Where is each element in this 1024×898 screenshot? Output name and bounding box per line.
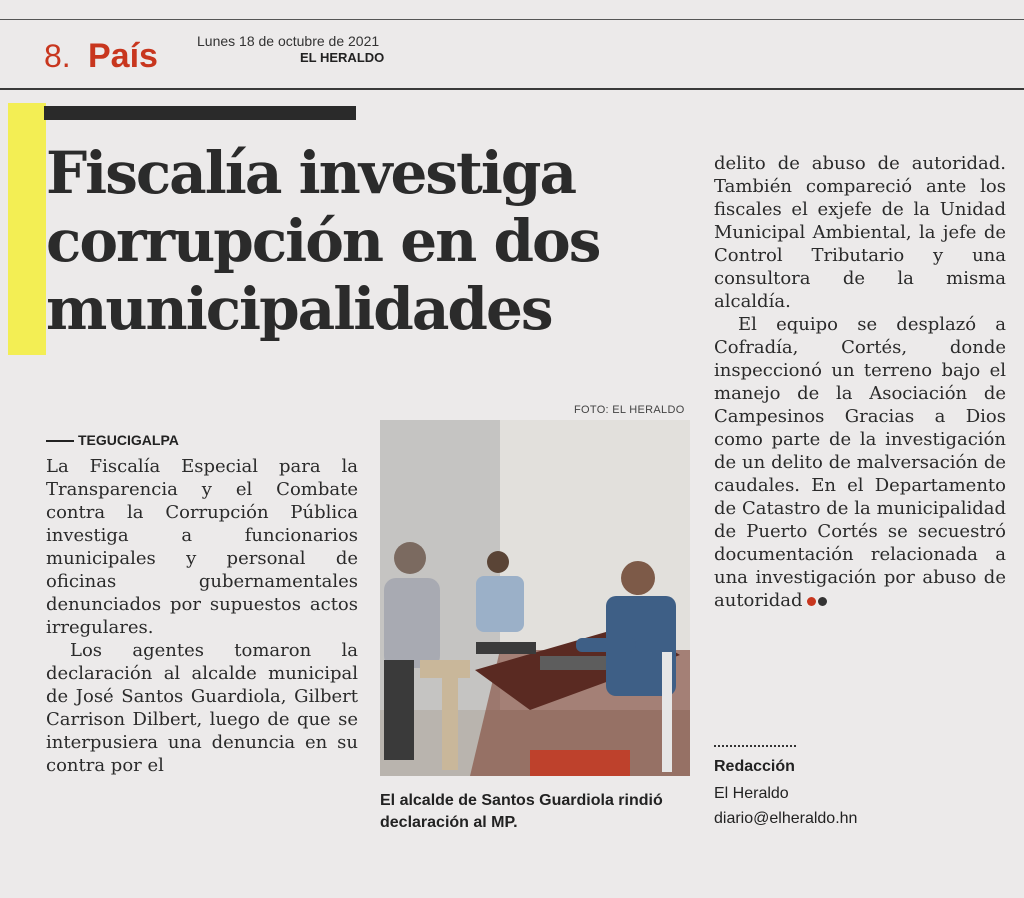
dateline (46, 432, 179, 448)
headline-line: municipalidades (46, 275, 552, 343)
byline-outlet: El Heraldo (714, 785, 789, 802)
body-paragraph: delito de abuso de autoridad. También compareció ante los fiscales el exjefe de la Unidad Municipal Ambiental, la jefe de Control Tributario y una consultora de la misma alcaldía. (714, 153, 1006, 312)
headline-line: corrupción en dos (46, 207, 600, 275)
photo-credit: FOTO: EL HERALDO (574, 404, 685, 416)
header-rule (0, 88, 1024, 90)
body-paragraph: Los agentes tomaron la declaración al alcalde municipal de José Santos Guardiola, Gilbert Carrison Dilbert, luego de que se interpusiera una denuncia en su contra por el (46, 640, 358, 776)
section-title: País (88, 37, 158, 75)
byline-email: diario@elheraldo.hn (714, 810, 858, 827)
article-photo (380, 420, 690, 776)
meeting-photo-illustration (380, 420, 690, 776)
issue-date: Lunes 18 de octubre de 2021 (197, 33, 380, 49)
headline-line: Fiscalía investiga (46, 139, 576, 207)
dateline-bar (46, 440, 74, 442)
headline-bar (44, 106, 356, 120)
dateline-text: TEGUCIGALPA (78, 432, 179, 448)
signature-divider (714, 745, 796, 747)
page-number: 8. (44, 38, 71, 74)
end-mark-icon (807, 597, 816, 606)
headline (46, 139, 686, 343)
top-rule (0, 19, 1024, 20)
body-column-3 (714, 152, 1006, 612)
byline-label: Redacción (714, 758, 795, 775)
body-paragraph-end (714, 313, 1006, 612)
body-column-1 (46, 455, 358, 777)
end-mark-icon (818, 597, 827, 606)
body-paragraph-text: El equipo se desplazó a Cofradía, Cortés, donde inspeccionó un terreno bajo el manejo de la Asociación de Campesinos Gracias a Dios como parte de la investigación de un delito de malversación de caudales. En el Departamento de Catastro de la municipalidad de Puerto Cortés se secuestró documentación relacionada a una investigación por abuso de autoridad (714, 314, 1006, 611)
body-paragraph: La Fiscalía Especial para la Transparencia y el Combate contra la Corrupción Pública investiga a funcionarios municipales y personal de oficinas gubernamentales denunciados por supuestos actos irregulares. (46, 456, 358, 638)
photo-caption: El alcalde de Santos Guardiola rindió declaración al MP. (380, 792, 663, 831)
newspaper-name: EL HERALDO (300, 50, 385, 65)
highlighter-mark (8, 103, 46, 355)
